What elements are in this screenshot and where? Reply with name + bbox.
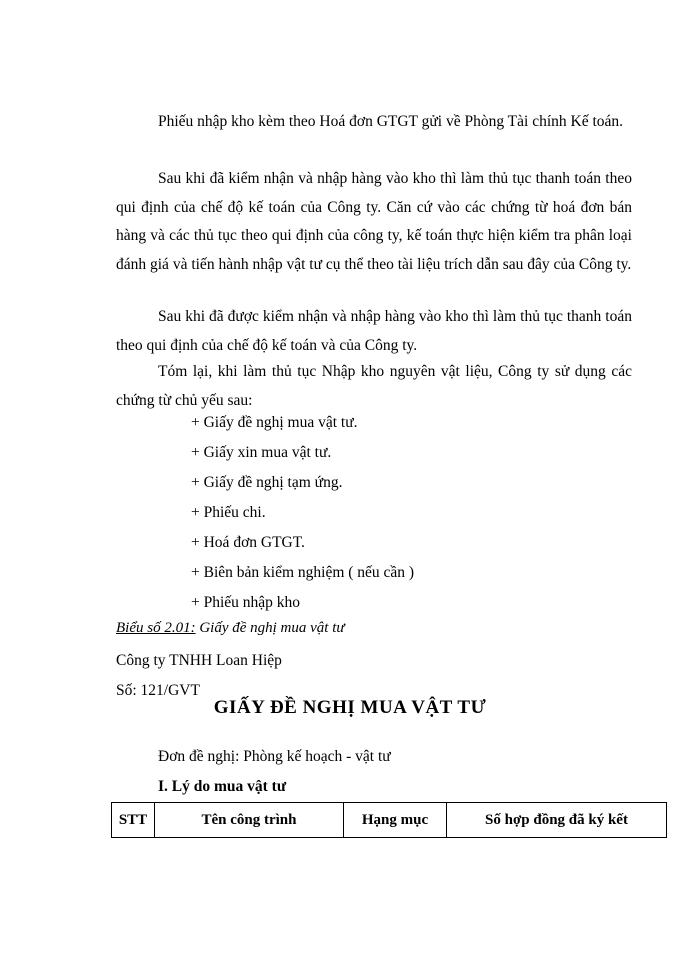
list-item: + Giấy xin mua vật tư. — [191, 444, 332, 461]
list-item: + Biên bản kiểm nghiệm ( nếu cần ) — [191, 564, 415, 581]
list-item: + Phiếu nhập kho — [191, 594, 301, 611]
documents-list — [191, 408, 414, 618]
requesting-unit: Đơn đề nghị: Phòng kế hoạch - vật tư — [158, 748, 391, 765]
paragraph-payment-procedure: Sau khi đã kiểm nhận và nhập hàng vào kho thì làm thủ tục thanh toán theo qui định của chế độ kế toán của Công ty. Căn cứ vào các chứng từ hoá đơn bán hàng và các thủ tục theo qui định của công ty, kế toán thực hiện kiểm tra phân loại đánh giá và tiến hành nhập vật tư cụ thể theo tài liệu trích dẫn sau đây của Công ty. — [116, 170, 632, 273]
column-header-contract-number: Số hợp đồng đã ký kết — [447, 803, 667, 838]
table-header-row — [112, 803, 667, 838]
figure-caption — [116, 618, 345, 638]
document-number: Số: 121/GVT — [116, 682, 200, 699]
company-name: Công ty TNHH Loan Hiệp — [116, 652, 282, 669]
caption-label: Biểu số 2.01: — [116, 620, 196, 636]
caption-text: Giấy đề nghị mua vật tư — [195, 620, 345, 636]
form-title: GIẤY ĐỀ NGHỊ MUA VẬT TƯ — [213, 697, 487, 718]
list-item: + Giấy đề nghị tạm ứng. — [191, 474, 343, 491]
column-header-project-name: Tên công trình — [155, 803, 344, 838]
column-header-stt: STT — [112, 803, 155, 838]
paragraph-receipt: Phiếu nhập kho kèm theo Hoá đơn GTGT gửi về Phòng Tài chính Kế toán. — [158, 113, 624, 130]
list-item: + Giấy đề nghị mua vật tư. — [191, 414, 358, 431]
purchase-reason-table — [111, 802, 667, 838]
list-item: + Phiếu chi. — [191, 504, 266, 521]
paragraph-summary: Tóm lại, khi làm thủ tục Nhập kho nguyên vật liệu, Công ty sử dụng các chứng từ chủ yếu sau: — [116, 363, 632, 409]
column-header-category: Hạng mục — [344, 803, 447, 838]
list-item: + Hoá đơn GTGT. — [191, 534, 305, 551]
paragraph-payment-after-check: Sau khi đã được kiểm nhận và nhập hàng vào kho thì làm thủ tục thanh toán theo qui định của chế độ kế toán và của Công ty. — [116, 308, 632, 354]
section-heading: I. Lý do mua vật tư — [158, 778, 287, 795]
